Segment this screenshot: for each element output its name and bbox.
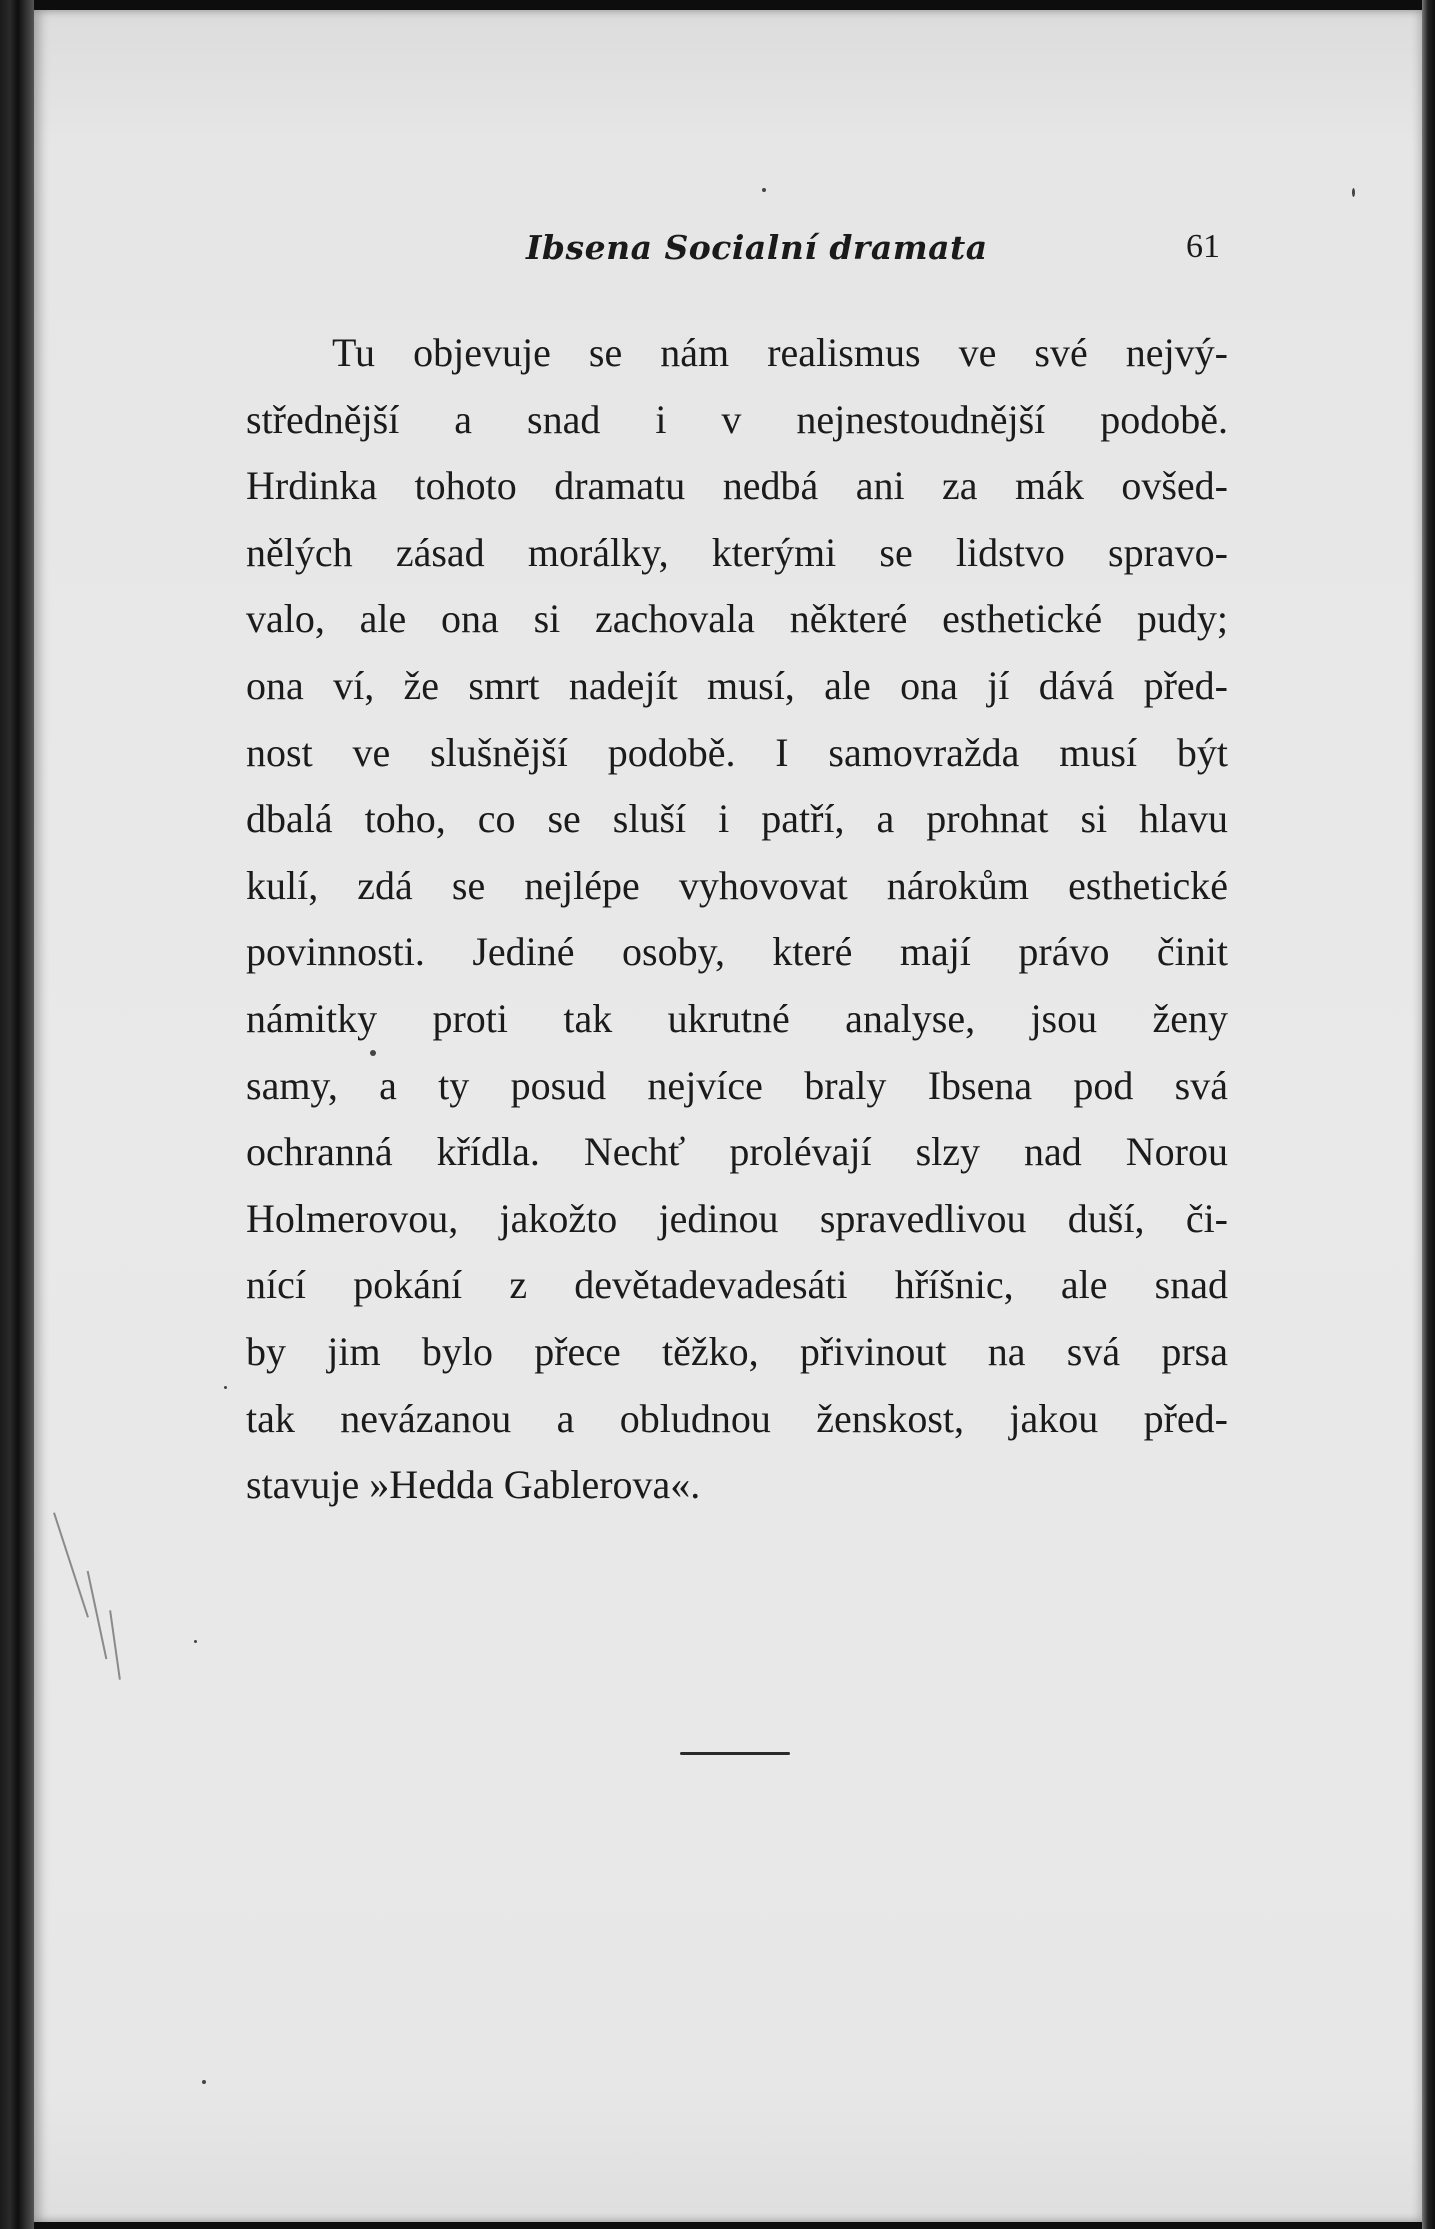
page-number: 61 — [1186, 228, 1220, 265]
paper-scratch — [109, 1610, 121, 1680]
text-line: ona ví, že smrt nadejít musí, ale ona jí dává před- — [246, 662, 1228, 708]
page-right-edge — [1422, 0, 1435, 2229]
paper-speck — [194, 1640, 197, 1643]
body-paragraph — [246, 320, 1228, 1519]
text-line: Tu objevuje se nám realismus ve své nejvý- — [332, 330, 1228, 375]
paper-speck — [202, 2080, 206, 2084]
paper-speck — [762, 188, 766, 192]
text-line: Hrdinka tohoto dramatu nedbá ani za mák ovšed- — [246, 463, 1228, 509]
page-header — [246, 222, 1230, 278]
paper-speck — [1352, 188, 1355, 197]
paper-speck — [224, 1386, 227, 1389]
text-line: střednější a snad i v nejnestoudnější podobě. — [246, 396, 1228, 442]
text-line: povinnosti. Jediné osoby, které mají právo činit — [246, 929, 1228, 975]
text-line: by jim bylo přece těžko, přivinout na svá prsa — [246, 1328, 1228, 1374]
text-line: stavuje »Hedda Gablerova«. — [246, 1462, 701, 1508]
text-line: nící pokání z devětadevadesáti hříšnic, ale snad — [246, 1262, 1228, 1308]
text-line: samy, a ty posud nejvíce braly Ibsena pod svá — [246, 1062, 1228, 1108]
text-line: kulí, zdá se nejlépe vyhovovat nárokům esthetické — [246, 862, 1228, 908]
text-line: ochranná křídla. Nechť prolévají slzy nad Norou — [246, 1129, 1228, 1175]
section-end-rule — [680, 1752, 790, 1755]
text-line: Holmerovou, jakožto jedinou spravedlivou duší, či- — [246, 1195, 1228, 1241]
text-line: námitky proti tak ukrutné analyse, jsou ženy — [246, 995, 1228, 1041]
text-line: nost ve slušnější podobě. I samovražda musí být — [246, 729, 1228, 775]
book-spine-edge — [0, 0, 34, 2229]
running-title: Ibsena Socialní dramata — [526, 228, 988, 267]
text-line: tak nevázanou a obludnou ženskost, jakou před- — [246, 1395, 1228, 1441]
text-line: dbalá toho, co se sluší i patří, a prohnat si hlavu — [246, 796, 1228, 842]
text-line: valo, ale ona si zachovala některé esthetické pudy; — [246, 596, 1228, 642]
text-line: nělých zásad morálky, kterými se lidstvo spravo- — [246, 529, 1228, 575]
paper-scratch — [87, 1571, 108, 1659]
paper-scratch — [53, 1512, 89, 1617]
